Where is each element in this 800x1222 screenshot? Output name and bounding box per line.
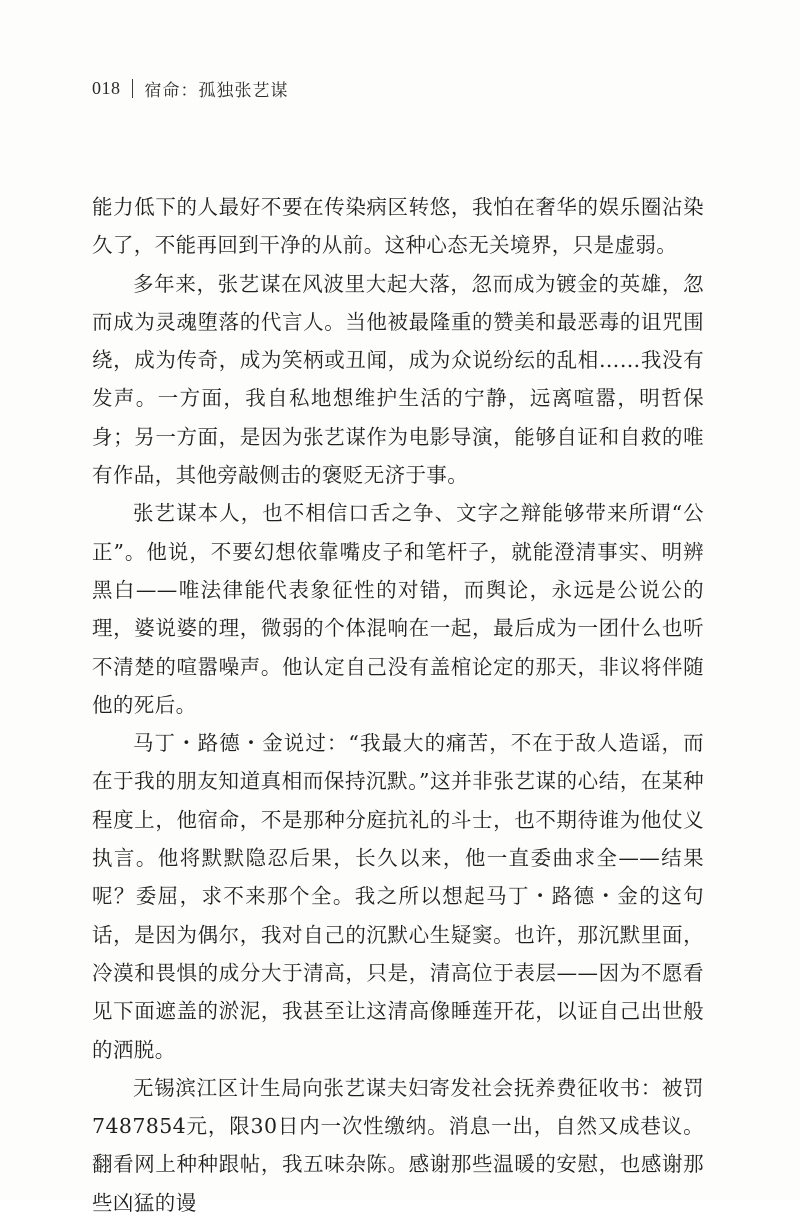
paragraph: 无锡滨江区计生局向张艺谋夫妇寄发社会抚养费征收书：被罚7487854元，限30日内一次性缴纳。消息一出，自然又成巷议。翻看网上种种跟帖，我五味杂陈。感谢那些温暖的安慰，也感谢那些凶猛的谩 [92, 1075, 704, 1215]
page-number: 018 [92, 77, 121, 98]
paragraph: 多年来，张艺谋在风波里大起大落，忽而成为镀金的英雄，忽而成为灵魂堕落的代言人。当他被最隆重的赞美和最恶毒的诅咒围绕，成为传奇，成为笑柄或丑闻，成为众说纷纭的乱相……我没有发声。一方面，我自私地想维护生活的宁静，远离喧嚣，明哲保身；另一方面，是因为张艺谋作为电影导演，能够自证和自救的唯有作品，其他旁敲侧击的褒贬无济于事。 [92, 271, 704, 488]
running-header [92, 76, 289, 100]
paragraph: 马丁・路德・金说过：“我最大的痛苦，不在于敌人造谣，而在于我的朋友知道真相而保持沉默。”这并非张艺谋的心结，在某种程度上，他宿命，不是那种分庭抗礼的斗士，也不期待谁为他仗义执言。他将默默隐忍后果，长久以来，他一直委曲求全——结果呢？委屈，求不来那个全。我之所以想起马丁・路德・金的这句话，是因为偶尔，我对自己的沉默心生疑窦。也许，那沉默里面，冷漠和畏惧的成分大于清高，只是，清高位于表层——因为不愿看见下面遮盖的淤泥，我甚至让这清高像睡莲开花，以证自己出世般的洒脱。 [92, 731, 704, 1062]
body-text [92, 188, 704, 1222]
book-title: 宿命：孤独张艺谋 [144, 80, 289, 101]
paragraph-continued: 能力低下的人最好不要在传染病区转悠，我怕在奢华的娱乐圈沾染久了，不能再回到干净的从前。这种心态无关境界，只是虚弱。 [92, 195, 704, 258]
header-divider [132, 79, 133, 98]
paragraph: 张艺谋本人，也不相信口舌之争、文字之辩能够带来所谓“公正”。他说，不要幻想依靠嘴皮子和笔杆子，就能澄清事实、明辨黑白——唯法律能代表象征性的对错，而舆论，永远是公说公的理，婆说婆的理，微弱的个体混响在一起，最后成为一团什么也听不清楚的喧嚣噪声。他认定自己没有盖棺论定的那天，非议将伴随他的死后。 [92, 501, 704, 717]
